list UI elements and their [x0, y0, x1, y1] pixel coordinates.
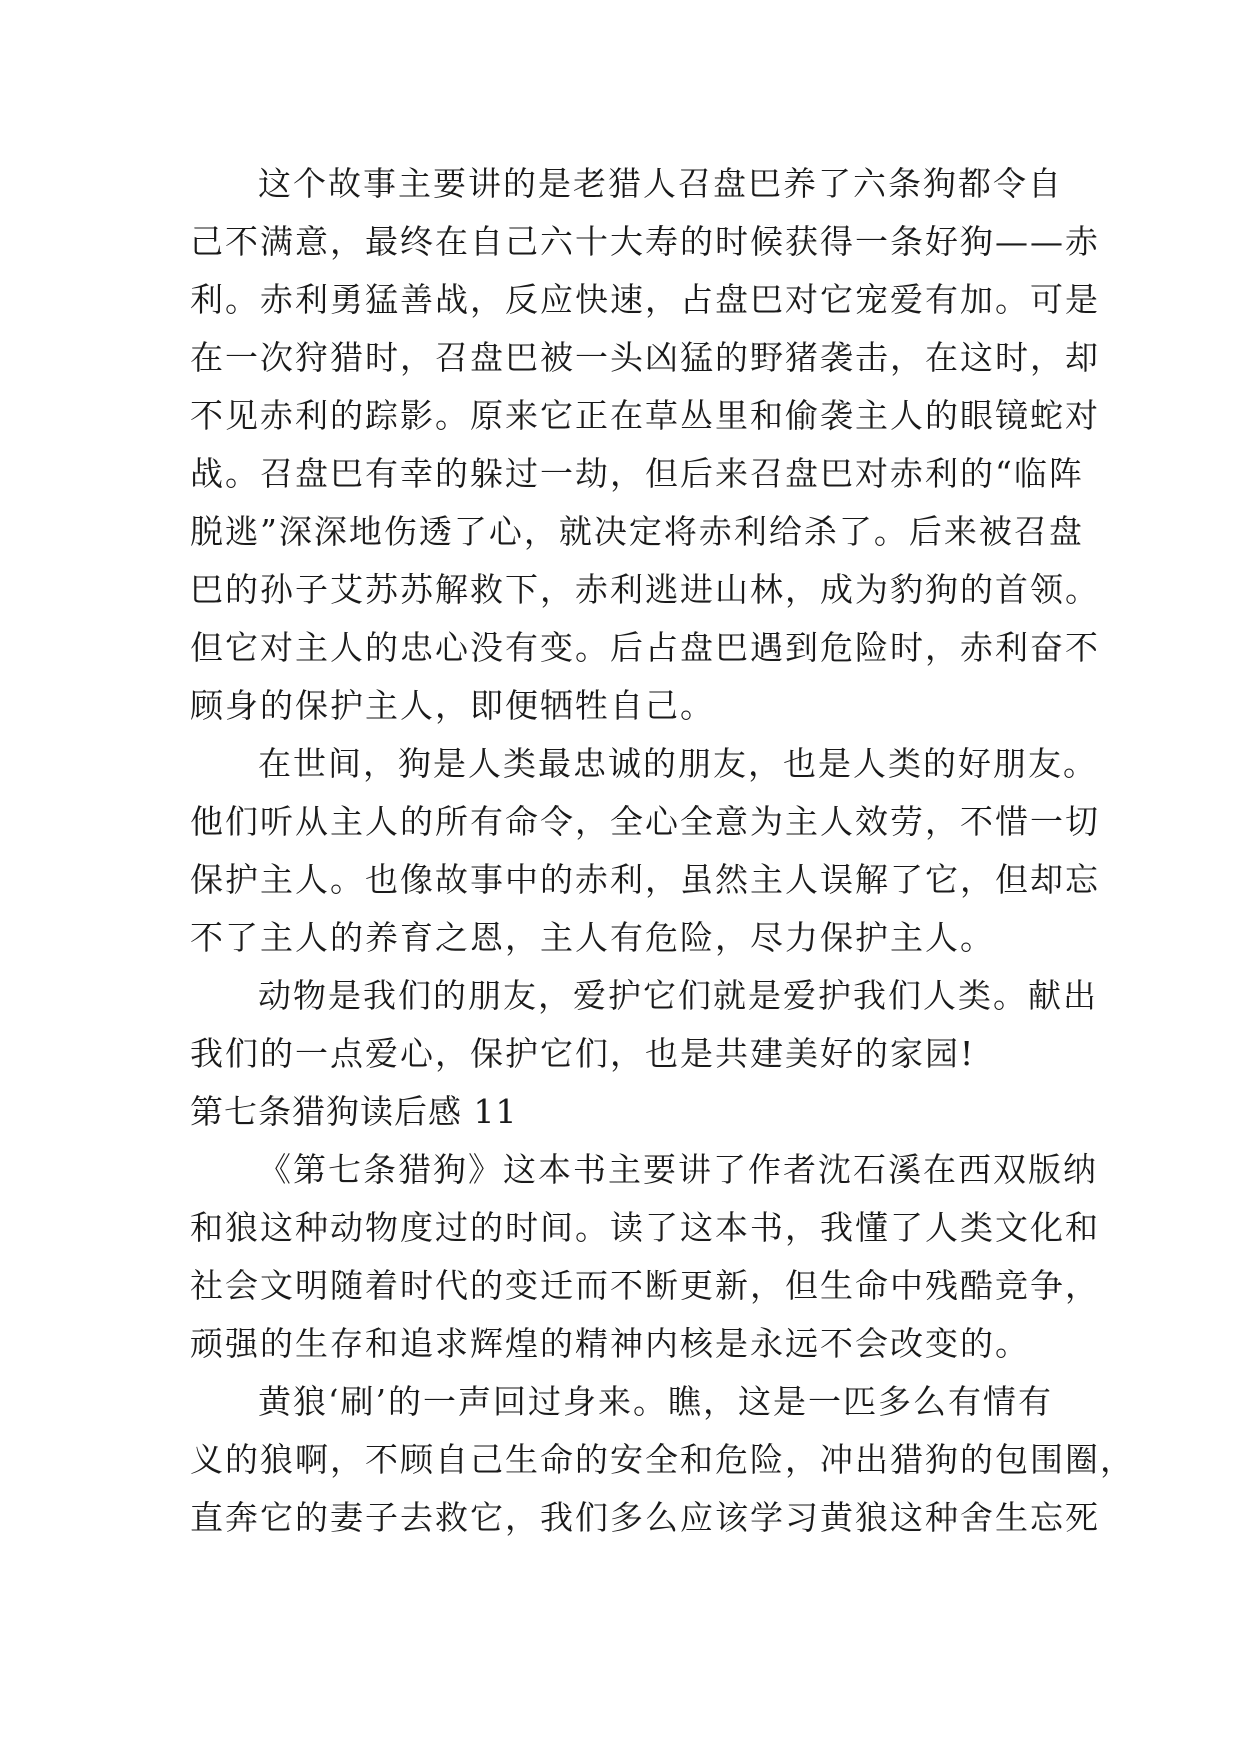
paragraph-line: 社会文明随着时代的变迁而不断更新，但生命中残酷竞争， [190, 1266, 1100, 1305]
paragraph-line: 不见赤利的踪影。原来它正在草丛里和偷袭主人的眼镜蛇对 [190, 396, 1100, 435]
paragraph-line: 顾身的保护主人，即便牺牲自己。 [190, 686, 715, 725]
paragraph-line: 《第七条猎狗》这本书主要讲了作者沈石溪在西双版纳 [258, 1150, 1098, 1189]
paragraph-line: 这个故事主要讲的是老猎人召盘巴养了六条狗都令自 [258, 164, 1063, 203]
paragraph-line: 不了主人的养育之恩，主人有危险，尽力保护主人。 [190, 918, 995, 957]
paragraph-line: 但它对主人的忠心没有变。后占盘巴遇到危险时，赤利奋不 [190, 628, 1100, 667]
paragraph-line: 他们听从主人的所有命令，全心全意为主人效劳，不惜一切 [190, 802, 1100, 841]
paragraph-line: 巴的孙子艾苏苏解救下，赤利逃进山林，成为豹狗的首领。 [190, 570, 1100, 609]
paragraph-line: 和狼这种动物度过的时间。读了这本书，我懂了人类文化和 [190, 1208, 1100, 1247]
paragraph-line: 在世间，狗是人类最忠诚的朋友，也是人类的好朋友。 [258, 744, 1098, 783]
paragraph-line: 我们的一点爱心，保护它们，也是共建美好的家园! [190, 1034, 976, 1073]
section-heading: 第七条猎狗读后感 11 [190, 1092, 518, 1131]
paragraph-line: 直奔它的妻子去救它，我们多么应该学习黄狼这种舍生忘死 [190, 1498, 1100, 1537]
paragraph-line: 利。赤利勇猛善战，反应快速，占盘巴对它宠爱有加。可是 [190, 280, 1100, 319]
paragraph-line: 战。召盘巴有幸的躲过一劫，但后来召盘巴对赤利的“临阵 [190, 454, 1084, 493]
paragraph-line: 顽强的生存和追求辉煌的精神内核是永远不会改变的。 [190, 1324, 1030, 1363]
paragraph-line: 动物是我们的朋友，爱护它们就是爱护我们人类。献出 [258, 976, 1098, 1015]
paragraph-line: 脱逃”深深地伤透了心，就决定将赤利给杀了。后来被召盘 [190, 512, 1084, 551]
paragraph-line: 黄狼‘刷’的一声回过身来。瞧，这是一匹多么有情有 [258, 1382, 1053, 1421]
paragraph-line: 义的狼啊，不顾自己生命的安全和危险，冲出猎狗的包围圈， [190, 1440, 1135, 1479]
paragraph-line: 己不满意，最终在自己六十大寿的时候获得一条好狗——赤 [190, 222, 1100, 261]
paragraph-line: 保护主人。也像故事中的赤利，虽然主人误解了它，但却忘 [190, 860, 1100, 899]
paragraph-line: 在一次狩猎时，召盘巴被一头凶猛的野猪袭击，在这时，却 [190, 338, 1100, 377]
